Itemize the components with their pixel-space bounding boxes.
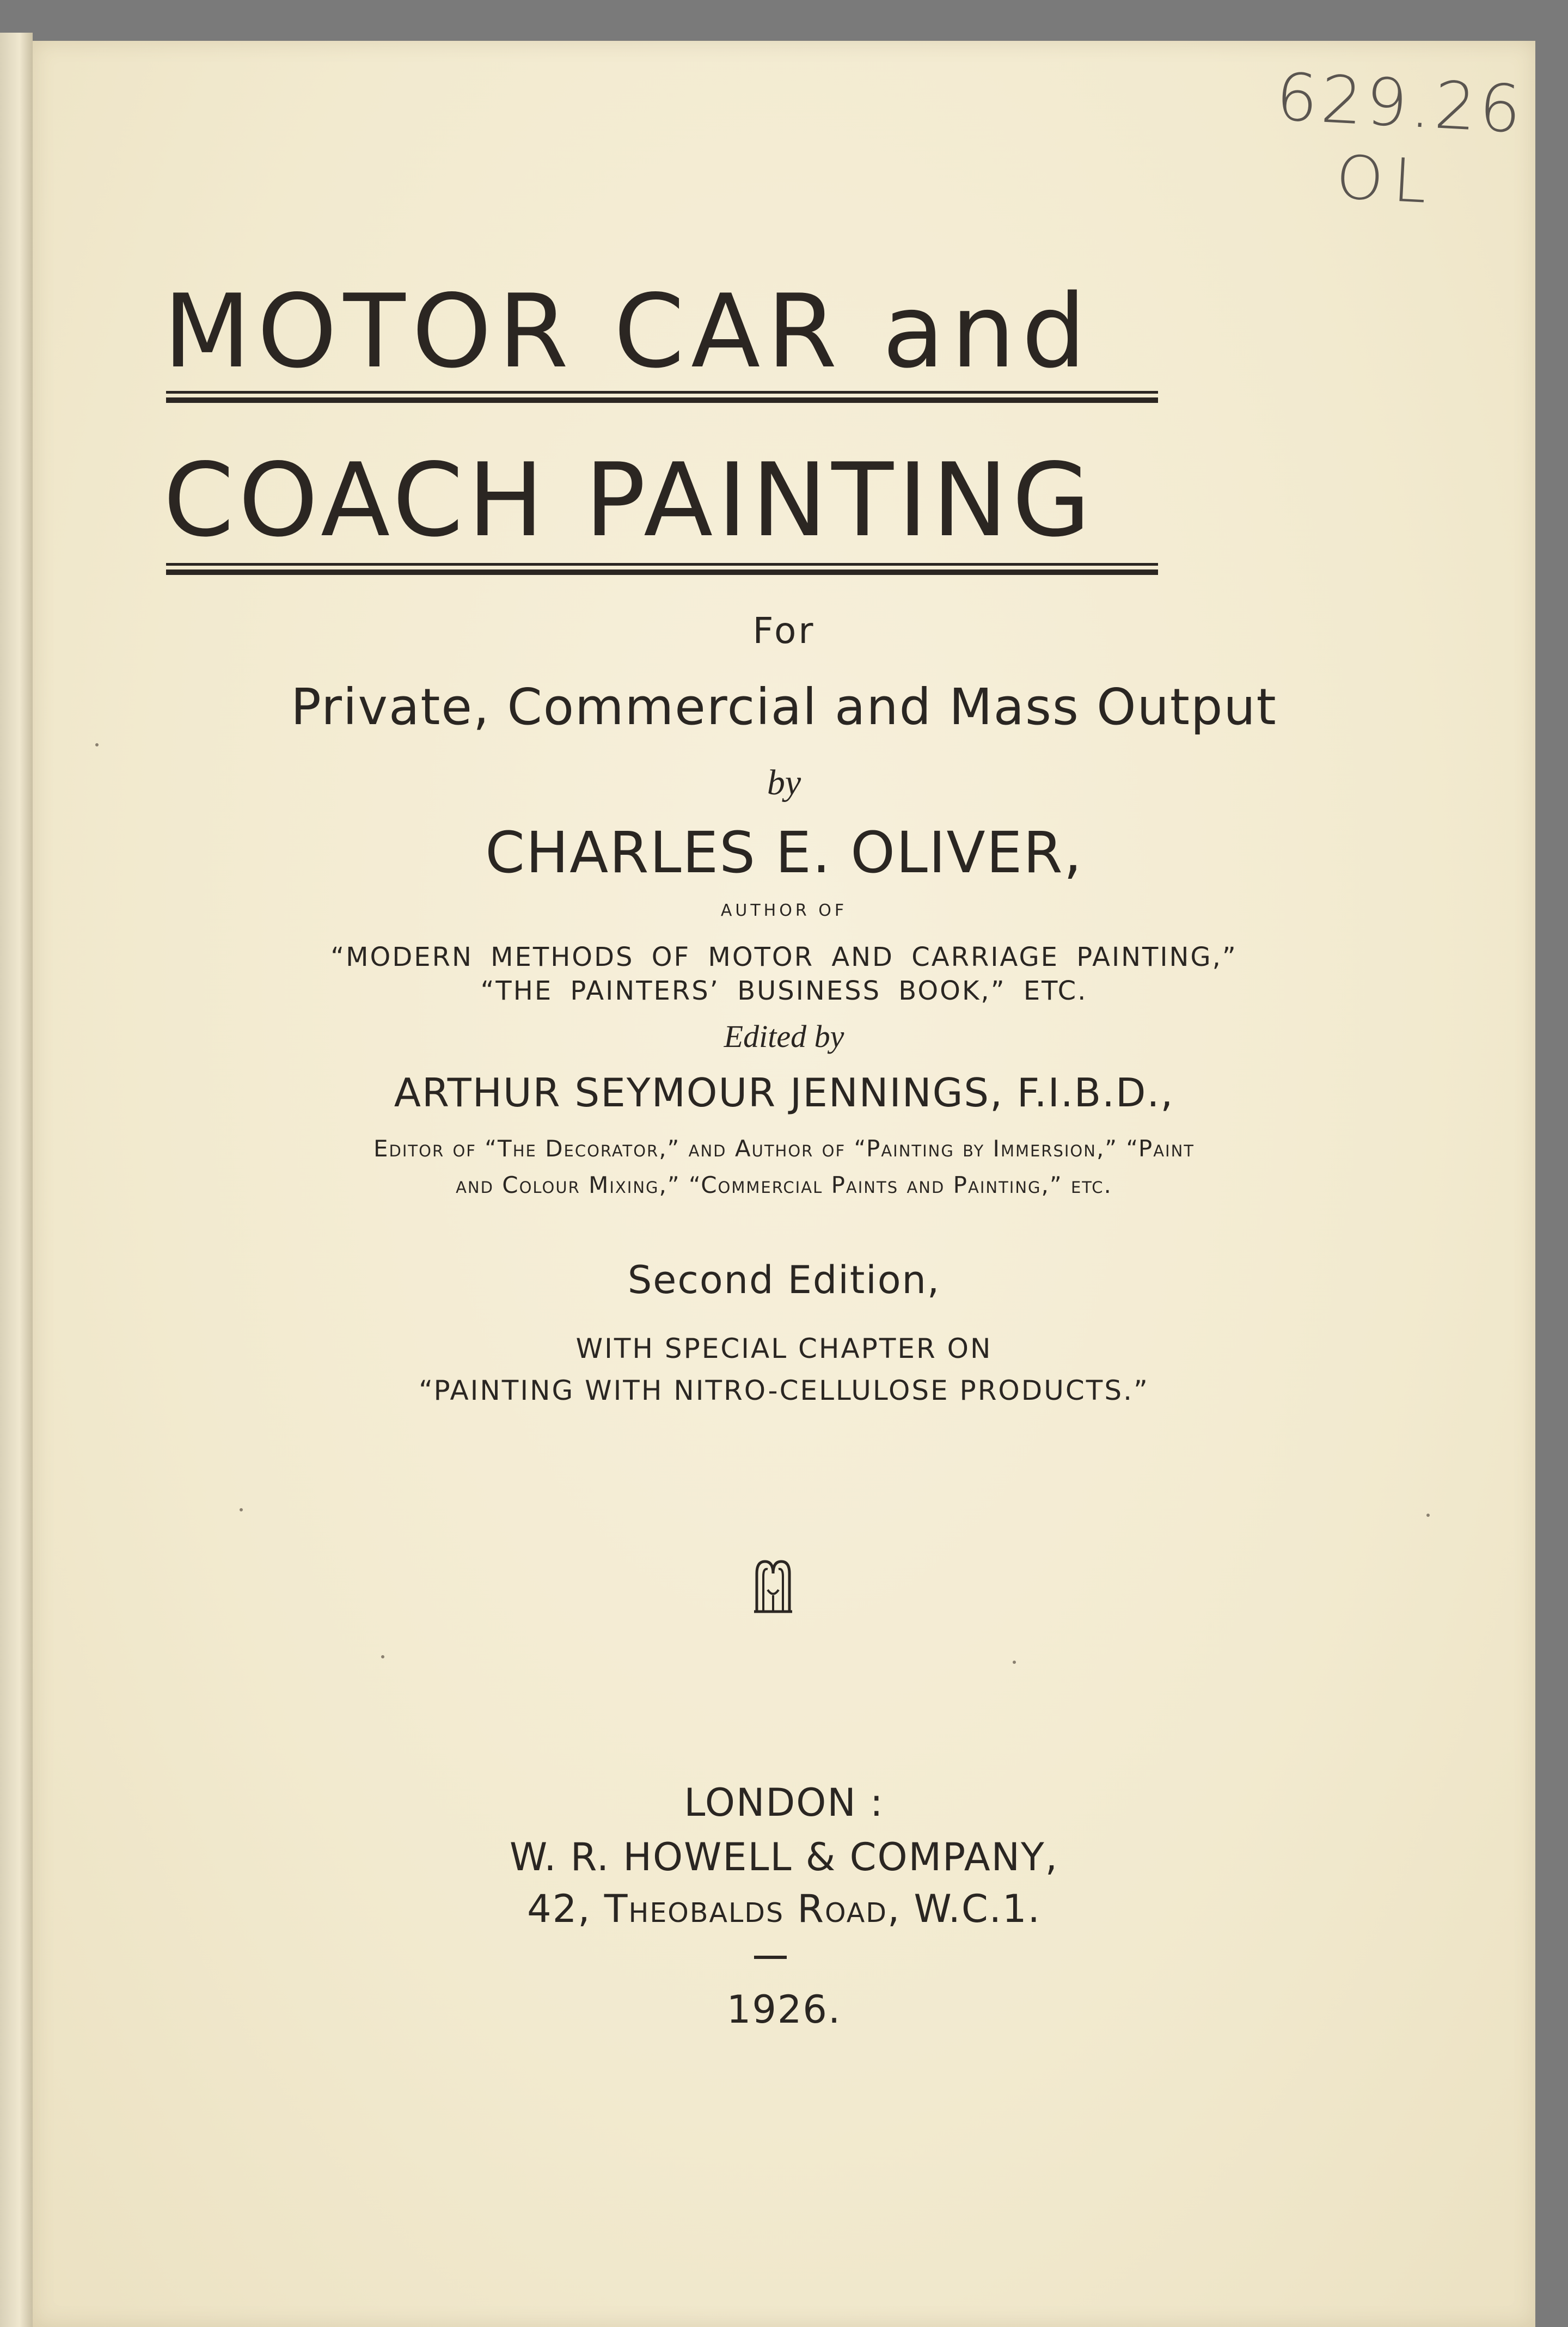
imprint-year: 1926. — [726, 1987, 842, 2032]
paper-speck — [381, 1655, 384, 1658]
title-rule-thin-1 — [166, 391, 1158, 394]
author-of-label: AUTHOR OF — [720, 901, 848, 920]
subtitle: Private, Commercial and Mass Output — [291, 678, 1277, 736]
title-rule-thin-2 — [166, 563, 1158, 566]
handwritten-call-number — [1270, 59, 1526, 224]
editor-name: ARTHUR SEYMOUR JENNINGS, F.I.B.D., — [394, 1070, 1174, 1116]
previous-work-1: “MODERN METHODS OF MOTOR AND CARRIAGE PAINTING,” — [330, 942, 1238, 972]
call-number-line-1: 629.26 — [1274, 59, 1526, 148]
book-gutter — [0, 33, 33, 2327]
paper-speck — [1426, 1514, 1430, 1517]
subtitle-for: For — [752, 610, 816, 652]
paper-speck — [95, 743, 99, 746]
previous-work-2: “THE PAINTERS’ BUSINESS BOOK,” ETC. — [480, 976, 1088, 1006]
by-line: by — [767, 763, 801, 803]
imprint-publisher: W. R. HOWELL & COMPANY, — [510, 1835, 1058, 1879]
author-name: CHARLES E. OLIVER, — [485, 819, 1083, 886]
publisher-device-icon — [751, 1557, 795, 1617]
title-line-2: COACH PAINTING — [163, 441, 1095, 559]
imprint-city: LONDON : — [684, 1780, 884, 1825]
title-rule-thick-1 — [166, 397, 1158, 403]
paper-speck — [240, 1508, 243, 1511]
imprint-dash — [754, 1956, 787, 1959]
editor-credits-line-2: and Colour Mixing,” “Commercial Paints and Painting,” etc. — [456, 1172, 1112, 1198]
edition: Second Edition, — [627, 1258, 941, 1302]
special-chapter-line-1: WITH SPECIAL CHAPTER ON — [575, 1333, 993, 1364]
title-rule-thick-2 — [166, 569, 1158, 575]
imprint-address: 42, Theobalds Road, W.C.1. — [527, 1887, 1041, 1931]
title-line-1: MOTOR CAR and — [163, 272, 1093, 390]
edited-by-label: Edited by — [724, 1019, 844, 1054]
special-chapter-line-2: “PAINTING WITH NITRO-CELLULOSE PRODUCTS.” — [419, 1375, 1149, 1406]
editor-credits-line-1: Editor of “The Decorator,” and Author of “Painting by Immersion,” “Paint — [373, 1135, 1195, 1162]
call-number-line-2: OL — [1334, 142, 1438, 217]
paper-speck — [1013, 1661, 1016, 1664]
